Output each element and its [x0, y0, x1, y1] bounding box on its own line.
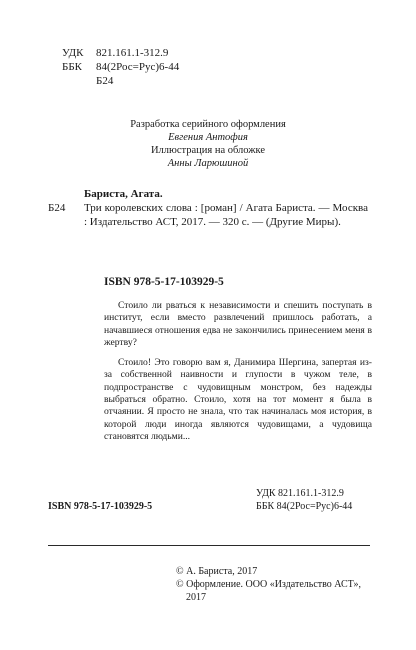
divider-rule [48, 545, 370, 546]
footer-isbn: ISBN 978-5-17-103929-5 [48, 501, 153, 512]
entry-cipher: Б24 [48, 202, 66, 214]
bbk-value: 84(2Рос=Рус)6-44 [96, 61, 180, 73]
bbk-label: ББК [62, 61, 82, 73]
footer-udk: УДК 821.161.1-312.9 [256, 488, 344, 499]
entry-body [48, 201, 368, 229]
copyright-year: 2017 [186, 592, 206, 603]
bibliographic-entry [48, 187, 368, 229]
footer-codes [256, 487, 352, 513]
udk-row [62, 46, 179, 60]
cover-credit-line: Иллюстрация на обложке [150, 145, 266, 156]
author-mark: Б24 [96, 75, 114, 87]
entry-description: Три королевских слова : [роман] / Агата Бариста. — Москва : Издательство АСТ, 2017. — 320 с. — (Другие Миры). [84, 202, 368, 228]
credits-block [0, 118, 416, 170]
isbn-main: ISBN 978-5-17-103929-5 [104, 276, 224, 288]
design-credit-line: Разработка серийного оформления [130, 119, 286, 130]
annotation-paragraph-1: Стоило ли рваться к независимости и спешить поступать в институт, если вместо развлечений пришлось работать, а начавшиеся отношения едва не закончились принесением меня в жертву? [104, 300, 372, 348]
udk-label: УДК [62, 47, 84, 59]
author-mark-row [62, 74, 179, 88]
entry-heading: Бариста, Агата. [84, 188, 163, 200]
udk-value: 821.161.1-312.9 [96, 47, 169, 59]
bbk-row [62, 60, 179, 74]
cover-credit-name: Анны Ларюшиной [167, 158, 249, 169]
footer-bbk: ББК 84(2Рос=Рус)6-44 [256, 501, 353, 512]
copyright-block [176, 565, 376, 604]
copyright-author: © А. Бариста, 2017 [176, 566, 258, 577]
copyright-design: © Оформление. ООО «Издательство АСТ», [176, 579, 362, 590]
annotation [104, 300, 372, 443]
design-credit-name: Евгения Антофия [168, 132, 248, 143]
classification-codes [62, 46, 179, 88]
annotation-paragraph-2: Стоило! Это говорю вам я, Данимира Шергина, запертая из-за собственной наивности и глупости в чужом теле, в подпространстве с чудовищным монстром, без надежды выбраться обратно. Стоило, хотя на тот момент я была в отчаянии. Я просто не знала, что так начиналась моя история, в которой люди иногда являются чудовищами, а чудовища становятся людьми... [104, 357, 372, 442]
